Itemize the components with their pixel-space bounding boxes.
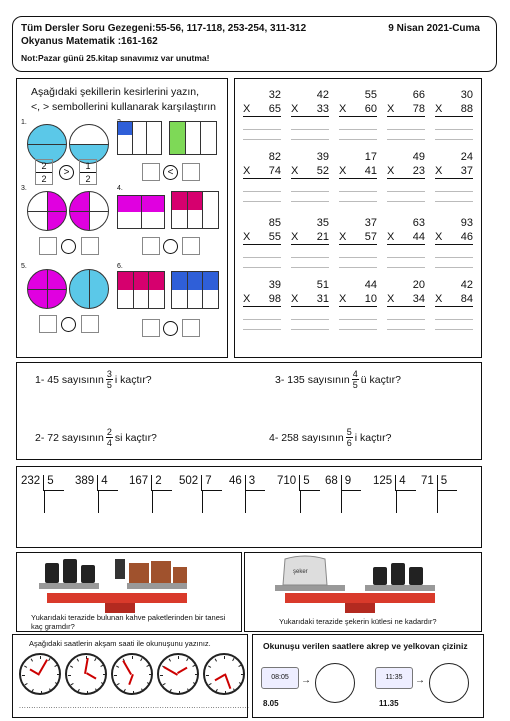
- multiplication-problem: [243, 89, 281, 117]
- multiplication-problem: [291, 279, 329, 307]
- dividend: 68: [325, 475, 338, 487]
- answer-box[interactable]: [142, 319, 160, 337]
- division-bracket-line: [202, 491, 203, 513]
- times-symbol: X: [435, 231, 443, 243]
- multiplicand: 85: [268, 217, 281, 229]
- multiplier: 31: [316, 293, 329, 305]
- times-symbol: X: [339, 231, 347, 243]
- dividend: 71: [421, 475, 434, 487]
- digital-clock: 08:05: [261, 667, 299, 689]
- answer-line[interactable]: [435, 267, 473, 268]
- answer-line[interactable]: [291, 129, 329, 130]
- divisor: 4: [97, 475, 117, 491]
- multiplicand: 35: [316, 217, 329, 229]
- fraction-circle: [27, 191, 67, 231]
- answer-line[interactable]: [387, 201, 425, 202]
- answer-line[interactable]: [339, 329, 377, 330]
- answer-line[interactable]: [435, 329, 473, 330]
- blank-clock[interactable]: [429, 663, 469, 703]
- answer-line[interactable]: [243, 257, 281, 258]
- times-symbol: X: [387, 293, 395, 305]
- answer-box[interactable]: [182, 163, 200, 181]
- answer-dotted-line[interactable]: ...................: [65, 703, 112, 710]
- question-text: 4- 258 sayısının: [269, 431, 344, 444]
- division-problem: [373, 475, 416, 491]
- time-label: 8.05: [263, 699, 279, 708]
- answer-line[interactable]: [291, 319, 329, 320]
- fraction-bar: [117, 195, 165, 229]
- times-symbol: X: [435, 103, 443, 115]
- dividend: 232: [21, 475, 41, 487]
- division-bracket-line: [396, 491, 397, 513]
- answer-box[interactable]: [142, 163, 160, 181]
- division-problem: [75, 475, 118, 491]
- question-fraction: 4 5: [352, 369, 358, 390]
- times-symbol: X: [243, 293, 251, 305]
- multiplicand: 39: [316, 151, 329, 163]
- multiplication-problem: [243, 279, 281, 307]
- answer-line[interactable]: [387, 329, 425, 330]
- answer-line[interactable]: [339, 257, 377, 258]
- divisor: 2: [151, 475, 171, 491]
- dividend: 167: [129, 475, 149, 487]
- fraction-circle: [69, 124, 109, 164]
- answer-dotted-line[interactable]: ...................: [111, 703, 158, 710]
- times-symbol: X: [291, 103, 299, 115]
- fraction-bar: [171, 191, 219, 229]
- fraction-circle: [27, 269, 67, 309]
- multiplication-problem: [339, 89, 377, 117]
- answer-line[interactable]: [435, 319, 473, 320]
- arrow-icon: →: [415, 675, 425, 686]
- compare-circle[interactable]: [61, 239, 76, 254]
- answer-line[interactable]: [435, 257, 473, 258]
- times-symbol: X: [291, 231, 299, 243]
- divisor: 9: [341, 475, 361, 491]
- multiplicand: 42: [316, 89, 329, 101]
- question-3: [275, 369, 401, 390]
- answer-box[interactable]: [81, 315, 99, 333]
- answer-line[interactable]: [243, 329, 281, 330]
- answer-dotted-line[interactable]: ...................: [19, 703, 66, 710]
- times-symbol: X: [243, 231, 251, 243]
- multiplication-problem: [387, 217, 425, 245]
- division-problem: [325, 475, 361, 491]
- multiplication-problem: [243, 151, 281, 179]
- times-symbol: X: [435, 165, 443, 177]
- answer-line[interactable]: [387, 319, 425, 320]
- fractions-instruction: [31, 85, 216, 115]
- answer-fraction[interactable]: 1 2: [79, 159, 97, 185]
- header-box: [12, 16, 497, 72]
- dividend: 125: [373, 475, 393, 487]
- fraction-bar: [117, 121, 162, 155]
- question-fraction: 3 5: [106, 369, 112, 390]
- division-bracket-line: [44, 491, 45, 513]
- clock-drawing-title: Okunuşu verilen saatlere akrep ve yelkovan çiziniz: [263, 641, 468, 651]
- answer-line[interactable]: [339, 201, 377, 202]
- multiplier: 55: [268, 231, 281, 243]
- item-number: 1.: [21, 119, 27, 126]
- answer-line[interactable]: [435, 139, 473, 140]
- answer-dotted-line[interactable]: ...................: [203, 703, 250, 710]
- question-text: 3- 135 sayısının: [275, 373, 350, 386]
- division-problem: [129, 475, 172, 491]
- division-bracket-line: [98, 491, 99, 513]
- question-4: [269, 427, 392, 448]
- multiplication-problem: [387, 279, 425, 307]
- analog-clock: [111, 653, 153, 695]
- multiplication-problem: [243, 217, 281, 245]
- question-text: 2- 72 sayısının: [35, 431, 104, 444]
- question-2: [35, 427, 157, 448]
- answer-box[interactable]: [81, 237, 99, 255]
- multiplier: 78: [412, 103, 425, 115]
- instruction-line-2: <, > sembollerini kullanarak karşılaştırın: [31, 101, 216, 113]
- times-symbol: X: [339, 165, 347, 177]
- multiplicand: 55: [364, 89, 377, 101]
- scale-sugar-section: [244, 552, 482, 632]
- multiplier: 88: [460, 103, 473, 115]
- times-symbol: X: [339, 293, 347, 305]
- answer-box[interactable]: [142, 237, 160, 255]
- fraction-bar: [117, 271, 165, 309]
- question-fraction: 5 6: [346, 427, 352, 448]
- answer-line[interactable]: [291, 139, 329, 140]
- multiplication-problem: [435, 89, 473, 117]
- multiplier: 34: [412, 293, 425, 305]
- multiplier: 37: [460, 165, 473, 177]
- fractions-section: [16, 78, 228, 358]
- clock-reading-title: Aşağıdaki saatlerin akşam saati ile okunuşunu yazınız.: [29, 639, 211, 648]
- coffee-question: Yukarıdaki terazide bulunan kahve paketlerinden bir tanesi kaç gramdır?: [31, 613, 226, 631]
- divisor: 4: [395, 475, 415, 491]
- multiplication-problem: [291, 217, 329, 245]
- divisor: 7: [201, 475, 221, 491]
- division-problem: [229, 475, 265, 491]
- dividend: 46: [229, 475, 242, 487]
- blank-clock[interactable]: [315, 663, 355, 703]
- answer-line[interactable]: [291, 329, 329, 330]
- divisor: 5: [299, 475, 319, 491]
- compare-circle[interactable]: <: [163, 165, 178, 180]
- dividend: 389: [75, 475, 95, 487]
- scale-coffee-section: [16, 552, 242, 632]
- division-problem: [179, 475, 222, 491]
- clock-reading-section: [12, 634, 248, 718]
- times-symbol: X: [387, 165, 395, 177]
- multiplicand: 42: [460, 279, 473, 291]
- answer-line[interactable]: [339, 129, 377, 130]
- multiplication-problem: [435, 151, 473, 179]
- multiplication-problem: [435, 279, 473, 307]
- times-symbol: X: [339, 103, 347, 115]
- fraction-circle: [69, 269, 109, 309]
- header-note: Not:Pazar günü 25.kitap sınavımız var unutma!: [21, 53, 210, 63]
- analog-clock: [19, 653, 61, 695]
- answer-box[interactable]: [39, 237, 57, 255]
- division-bracket-line: [300, 491, 301, 513]
- multiplicand: 37: [364, 217, 377, 229]
- multiplicand: 17: [364, 151, 377, 163]
- division-problem: [421, 475, 457, 491]
- time-label: 11.35: [379, 699, 399, 708]
- divisor: 3: [245, 475, 265, 491]
- answer-line[interactable]: [243, 139, 281, 140]
- item-number: 5.: [21, 263, 27, 270]
- question-suffix: i kaçtır?: [114, 373, 152, 386]
- times-symbol: X: [387, 231, 395, 243]
- answer-fraction[interactable]: 2 2: [35, 159, 53, 185]
- multiplication-section: [234, 78, 482, 358]
- divisor: 5: [43, 475, 63, 491]
- compare-circle[interactable]: [61, 317, 76, 332]
- answer-box[interactable]: [182, 319, 200, 337]
- division-bracket-line: [245, 491, 246, 513]
- multiplicand: 20: [412, 279, 425, 291]
- answer-line[interactable]: [243, 129, 281, 130]
- multiplicand: 39: [268, 279, 281, 291]
- answer-line[interactable]: [243, 191, 281, 192]
- sugar-question: Yukarıdaki terazide şekerin kütlesi ne kadardır?: [279, 617, 437, 626]
- answer-line[interactable]: [339, 319, 377, 320]
- multiplication-problem: [339, 279, 377, 307]
- multiplicand: 49: [412, 151, 425, 163]
- answer-line[interactable]: [435, 191, 473, 192]
- answer-line[interactable]: [387, 267, 425, 268]
- multiplication-problem: [435, 217, 473, 245]
- multiplication-problem: [339, 151, 377, 179]
- multiplicand: 51: [316, 279, 329, 291]
- times-symbol: X: [435, 293, 443, 305]
- times-symbol: X: [387, 103, 395, 115]
- header-date: 9 Nisan 2021-Cuma: [388, 23, 480, 34]
- multiplier: 74: [268, 165, 281, 177]
- multiplier: 44: [412, 231, 425, 243]
- multiplicand: 63: [412, 217, 425, 229]
- divisor: 5: [437, 475, 457, 491]
- answer-line[interactable]: [387, 257, 425, 258]
- question-fraction: 2 4: [106, 427, 112, 448]
- compare-circle[interactable]: >: [59, 165, 74, 180]
- division-problem: [277, 475, 320, 491]
- item-number: 3.: [21, 185, 27, 192]
- multiplier: 60: [364, 103, 377, 115]
- header-line-2: Okyanus Matematik :161-162: [21, 36, 158, 47]
- answer-line[interactable]: [243, 201, 281, 202]
- multiplier: 84: [460, 293, 473, 305]
- multiplier: 52: [316, 165, 329, 177]
- digital-clock: 11:35: [375, 667, 413, 689]
- answer-line[interactable]: [339, 191, 377, 192]
- answer-line[interactable]: [435, 129, 473, 130]
- multiplicand: 82: [268, 151, 281, 163]
- answer-line[interactable]: [291, 191, 329, 192]
- multiplier: 33: [316, 103, 329, 115]
- times-symbol: X: [291, 165, 299, 177]
- fraction-questions-section: [16, 362, 482, 460]
- answer-line[interactable]: [291, 201, 329, 202]
- multiplier: 98: [268, 293, 281, 305]
- arrow-icon: →: [301, 675, 311, 686]
- division-bracket-line: [437, 491, 438, 513]
- answer-box[interactable]: [182, 237, 200, 255]
- multiplication-problem: [291, 151, 329, 179]
- times-symbol: X: [243, 165, 251, 177]
- answer-line[interactable]: [387, 129, 425, 130]
- multiplier: 41: [364, 165, 377, 177]
- answer-line[interactable]: [435, 201, 473, 202]
- multiplier: 57: [364, 231, 377, 243]
- multiplication-problem: [387, 89, 425, 117]
- times-symbol: X: [243, 103, 251, 115]
- fraction-circle: [27, 124, 67, 164]
- question-suffix: ü kaçtır?: [360, 373, 402, 386]
- sugar-scale-image: [245, 553, 481, 615]
- question-text: 1- 45 sayısının: [35, 373, 104, 386]
- dividend: 502: [179, 475, 199, 487]
- division-bracket-line: [152, 491, 153, 513]
- answer-line[interactable]: [243, 319, 281, 320]
- item-number: 4.: [117, 185, 123, 192]
- multiplicand: 24: [460, 151, 473, 163]
- question-suffix: i kaçtır?: [354, 431, 392, 444]
- division-problem: [21, 475, 64, 491]
- multiplier: 23: [412, 165, 425, 177]
- question-suffix: si kaçtır?: [114, 431, 157, 444]
- fraction-bar: [171, 271, 219, 309]
- multiplication-problem: [339, 217, 377, 245]
- clock-drawing-section: [252, 634, 484, 718]
- answer-line[interactable]: [291, 257, 329, 258]
- multiplicand: 32: [268, 89, 281, 101]
- answer-line[interactable]: [291, 267, 329, 268]
- answer-line[interactable]: [387, 139, 425, 140]
- header-line-1: Tüm Dersler Soru Gezegeni:55-56, 117-118, 253-254, 311-312: [21, 23, 307, 34]
- multiplier: 46: [460, 231, 473, 243]
- answer-box[interactable]: [39, 315, 57, 333]
- division-bracket-line: [341, 491, 342, 513]
- multiplication-problem: [291, 89, 329, 117]
- multiplicand: 66: [412, 89, 425, 101]
- svg-text:şeker: şeker: [293, 569, 308, 575]
- multiplier: 21: [316, 231, 329, 243]
- question-1: [35, 369, 152, 390]
- times-symbol: X: [291, 293, 299, 305]
- multiplicand: 44: [364, 279, 377, 291]
- analog-clock: [157, 653, 199, 695]
- multiplier: 10: [364, 293, 377, 305]
- item-number: 6.: [117, 263, 123, 270]
- answer-line[interactable]: [339, 139, 377, 140]
- fraction-circle: [69, 191, 109, 231]
- multiplicand: 93: [460, 217, 473, 229]
- answer-line[interactable]: [243, 267, 281, 268]
- analog-clock: [65, 653, 107, 695]
- answer-dotted-line[interactable]: ...................: [157, 703, 204, 710]
- compare-circle[interactable]: [163, 239, 178, 254]
- fraction-bar: [169, 121, 217, 155]
- multiplier: 65: [268, 103, 281, 115]
- multiplicand: 30: [460, 89, 473, 101]
- instruction-line-1: Aşağıdaki şekillerin kesirlerini yazın,: [31, 86, 200, 98]
- coffee-scale-image: [17, 553, 241, 615]
- answer-line[interactable]: [339, 267, 377, 268]
- compare-circle[interactable]: [163, 321, 178, 336]
- dividend: 710: [277, 475, 297, 487]
- multiplication-problem: [387, 151, 425, 179]
- division-section: [16, 466, 482, 548]
- analog-clock: [203, 653, 245, 695]
- answer-line[interactable]: [387, 191, 425, 192]
